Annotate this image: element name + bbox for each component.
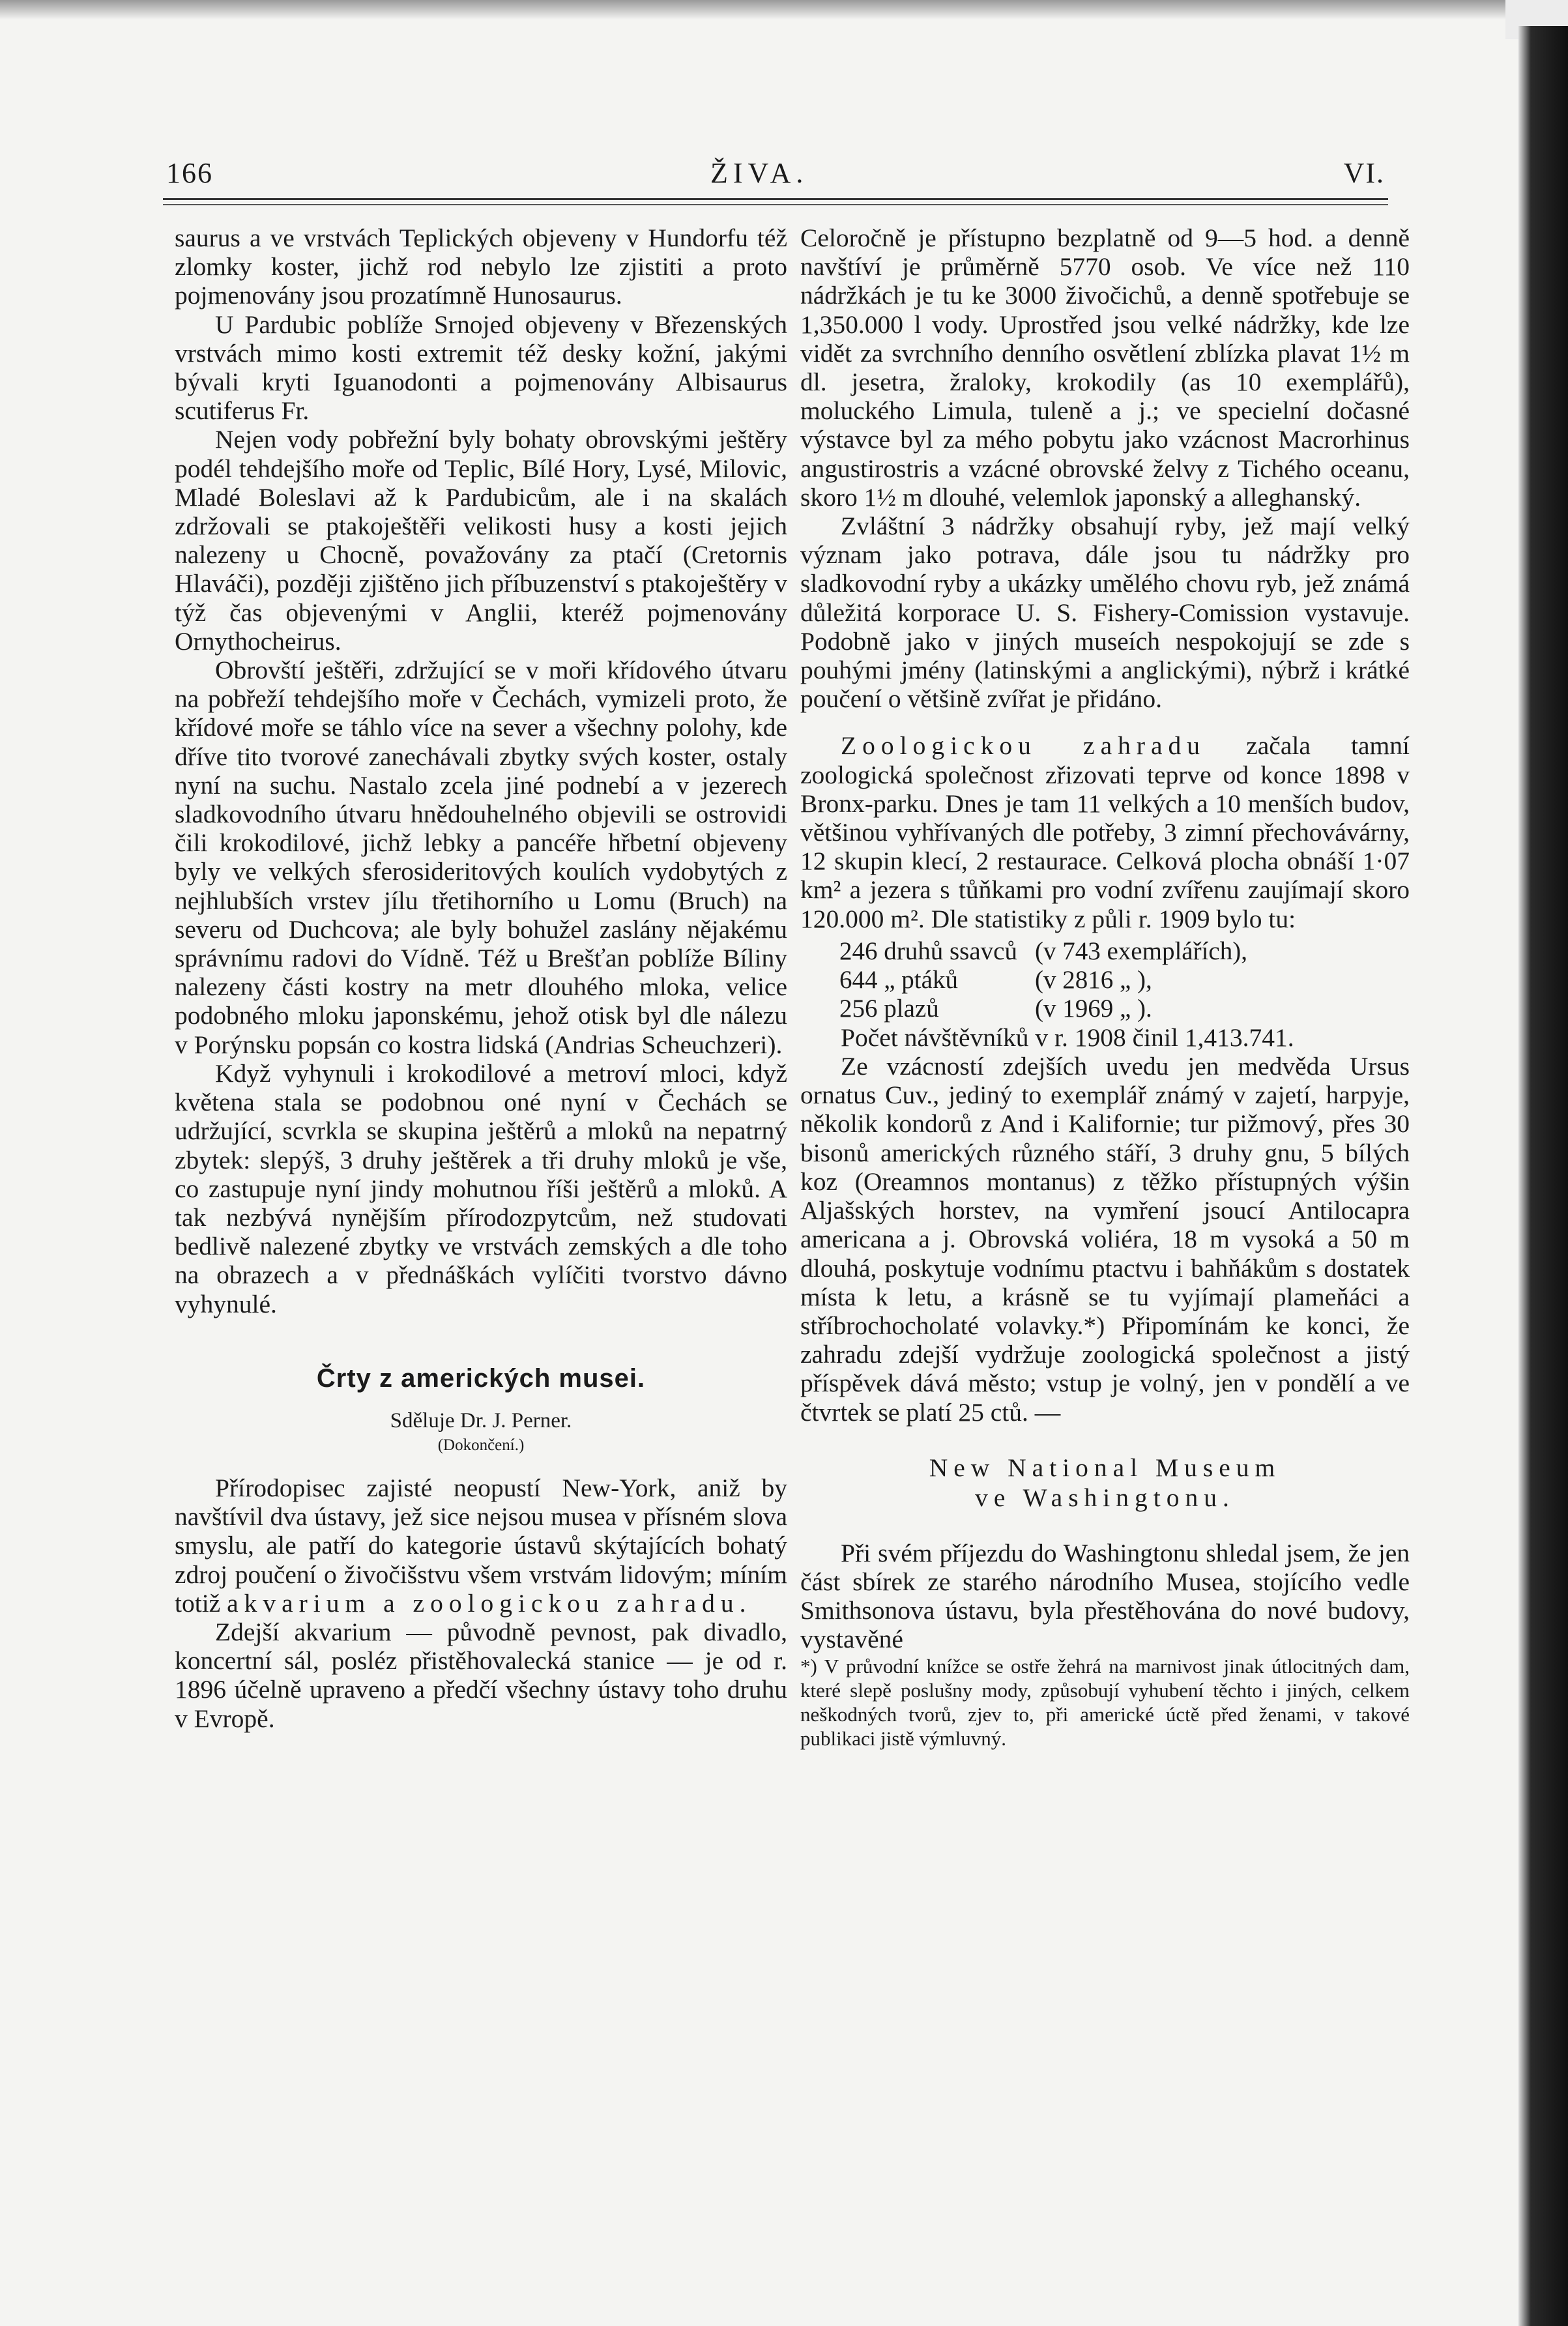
header-rule — [163, 198, 1388, 205]
statistics-row — [800, 966, 1410, 995]
paragraph: Zvláštní 3 nádržky obsahují ryby, jež mají velký význam jako potrava, dále jsou tu nádržky pro sladkovodní ryby a ukázky umělého chovu ryb, jež známá důležitá korporace U. S. Fishery-Comission vystavuje. Podobně jako v jiných museích nespokojují se zde s pouhými jmény (latinskými a anglickými), nýbrž i krátké poučení o většině zvířat je přidáno. — [800, 512, 1410, 714]
statistics-value: (v 1969 „ ). — [1035, 994, 1152, 1023]
spaced-phrase: Zoologickou zahradu — [841, 731, 1206, 761]
paragraph: Celoročně je přístupno bezplatně od 9—5 hod. a denně navštíví je průměrně 5770 osob. Ve více než 110 nádržkách je tu ke 3000 živočichů, a denně spotřebuje se 1,350.000 l vody. Uprostřed jsou velké nádržky, kde lze vidět za svrchního denního osvětlení zblízka plavat 1½ m dl. jesetra, žraloky, krokodily (as 10 exemplářů), moluckého Limula, tuleně a j.; ve specielní dočasné výstavce byl za mého pobytu jako vzácnost Macrorhinus angustirostris a vzácné obrovské želvy z Tichého oceanu, skoro 1½ m dlouhé, velemlok japonský a alleghanský. — [800, 224, 1410, 512]
paragraph: Ze vzácností zdejších uvedu jen medvěda Ursus ornatus Cuv., jediný to exemplář známý v zajetí, harpyje, několik kondorů z And i Kalifornie; tur pižmový, přes 30 bisonů amerických různého stáří, 3 druhy gnu, 5 bílých koz (Oreamnos montanus) z těžko přístupných výšin Aljašských horstev, na vymření jsoucí Antilocapra americana a j. Obrovská voliéra, 18 m vysoká a 50 m dlouhá, poskytuje vodnímu ptactvu i bahňákům s dostatek místa k letu, a krásně se tu vyjímají plameňáci a stříbrochocholaté volavky.*) Připomínám ke konci, že zahradu zdejší vydržuje zoologická společnost a jistý příspěvek dává město; vstup je volný, jen v pondělí a ve čtvrtek se platí 25 ctů. — — [800, 1052, 1410, 1427]
continuation-note: (Dokončení.) — [437, 1436, 525, 1454]
statistics-label: 246 druhů ssavců — [839, 937, 1017, 965]
paragraph: Zdejší akvarium — původně pevnost, pak divadlo, koncertní sál, posléz přistěhovalecká stanice — je od r. 1896 účelně upraveno a předčí všechny ústavy toho druhu v Evropě. — [175, 1617, 787, 1733]
paragraph — [175, 1474, 787, 1618]
article-byline: Sděluje Dr. J. Perner. — [390, 1408, 572, 1432]
paragraph-text: začala tamní zoologická společnost zřizovati teprve od konce 1898 v Bronx-parku. Dnes je tam 11 velkých a 10 menších budov, většinou vyhřívaných dle potřeby, 3 zimní přechovávárny, 12 skupin klecí, 2 restaurace. Celková plocha obnáší 1·07 km² a jezera s tůňkami pro vodní zvířenu zaujímají skoro 120.000 m². Dle statistiky z půli r. 1909 bylo tu: — [800, 731, 1410, 933]
statistics-row — [800, 995, 1410, 1023]
paragraph: U Pardubic poblíže Srnojed objeveny v Březenských vrstvách mimo kosti extremit též desky kožní, jakými bývali kryti Iguanodonti a pojmenovány Albisaurus scutiferus Fr. — [175, 310, 787, 426]
paragraph-text: Přírodopisec zajisté neopustí New-York, aniž by navštívil dva ústavy, jež sice nejsou musea v přísném slova smyslu, ale patří do kategorie ústavů skýtajících bohatý zdroj poučení o živočišstvu všem vrstvám lidovým; míním totiž — [175, 1473, 787, 1618]
left-column — [175, 224, 787, 1733]
scan-top-shadow — [0, 0, 1568, 20]
right-column — [800, 224, 1410, 1751]
running-header — [166, 156, 1385, 196]
volume-number: VI. — [1343, 157, 1385, 189]
paragraph: saurus a ve vrstvách Teplických objeveny v Hundorfu též zlomky koster, jichž rod nebylo lze zjistiti a proto pojmenovány jsou prozatímně Hunosaurus. — [175, 224, 787, 310]
paragraph: Počet návštěvníků v r. 1908 činil 1,413.741. — [841, 1023, 1294, 1052]
spaced-phrase: akvarium a zoologickou zahradu. — [227, 1588, 752, 1618]
article-title: Črty z amerických musei. — [316, 1363, 646, 1393]
paragraph: Obrovští ještěři, zdržující se v moři křídového útvaru na pobřeží tehdejšího moře v Čechách, vymizeli proto, že křídové moře se táhlo více na sever a všechny polohy, kde dříve tito tvorové zanechávali zbytky svých koster, ostaly nyní na suchu. Nastalo zcela jiné podnebí a v jezerech sladkovodního útvaru hnědouhelného objevili se ostrovidi čili krokodilové, jichž lebky a pancéře hřbetní objeveny byly ve velkých sferosideritových koulích vydobytých z nejhlubších vrstev jílu třetihorního u Lomu (Bruch) na severu od Duchcova; ale byly bohužel zaslány nějakému správnímu radovi do Vídně. Též u Brešťan poblíže Bíliny nalezeny části kostry na metr dlouhého mloka, velice podobného mloku japonskému, jehož otisk byl dle nálezu v Porýnsku popsán co kostra lidská (Andrias Scheuchzeri). — [175, 656, 787, 1059]
statistics-value: (v 2816 „ ), — [1035, 965, 1152, 994]
subheading-line: New National Museum — [929, 1453, 1281, 1482]
paragraph: Při svém příjezdu do Washingtonu shledal jsem, že jen část sbírek ze starého národního Musea, stojícího vedle Smithsonova ústavu, byla přestěhována do nové budovy, vystavěné — [800, 1538, 1410, 1654]
subheading-line: ve Washingtonu. — [975, 1483, 1235, 1512]
paragraph: Když vyhynuli i krokodilové a metroví mloci, když květena stala se podobnou oné nyní v Čechách se udržující, scvrkla se skupina ještěrů a mloků na nepatrný zbytek: slepýš, 3 druhy ještěrek a tři druhy mloků je vše, co zastupuje nyní jindy mohutnou říši ještěrů a mloků. A tak nezbývá nynějším přírodozpytcům, než studovati bedlivě nalezené zbytky ve vrstvách zemských a dle toho na obrazech a v přednáškách vylíčiti tvorstvo dávno vyhynulé. — [175, 1058, 787, 1318]
statistics-label: 644 „ ptáků — [839, 965, 958, 994]
page-number: 166 — [166, 157, 213, 189]
paragraph — [800, 731, 1410, 933]
section-subheading — [800, 1453, 1410, 1513]
footnote: *) V průvodní knížce se ostře žehrá na marnivost jinak útlocitných dam, které slepě poslušny mody, způsobují vyhubení těchto i jiných, celkem neškodných tvorů, zjev to, při americké úctě před ženami, v takové publikaci jistě výmluvný. — [800, 1654, 1410, 1750]
statistics-table — [800, 937, 1410, 1023]
statistics-label: 256 plazů — [839, 994, 939, 1023]
journal-title: ŽIVA. — [710, 157, 809, 189]
statistics-row — [800, 937, 1410, 966]
statistics-value: (v 743 exemplářích), — [1035, 937, 1247, 965]
scan-dark-edge — [1518, 26, 1568, 2326]
paragraph: Nejen vody pobřežní byly bohaty obrovskými ještěry podél tehdejšího moře od Teplic, Bílé Hory, Lysé, Milovic, Mladé Boleslavi až k Pardubicům, ale i na skalách zdržovali se ptakoještěři velikosti husy a kosti jejich nalezeny u Chocně, považovány za ptačí (Cretornis Hlaváči), později zjištěno jich příbuzenství s ptakoještěry v týž čas objevenými v Anglii, kteréž pojmenovány Ornythocheirus. — [175, 425, 787, 656]
